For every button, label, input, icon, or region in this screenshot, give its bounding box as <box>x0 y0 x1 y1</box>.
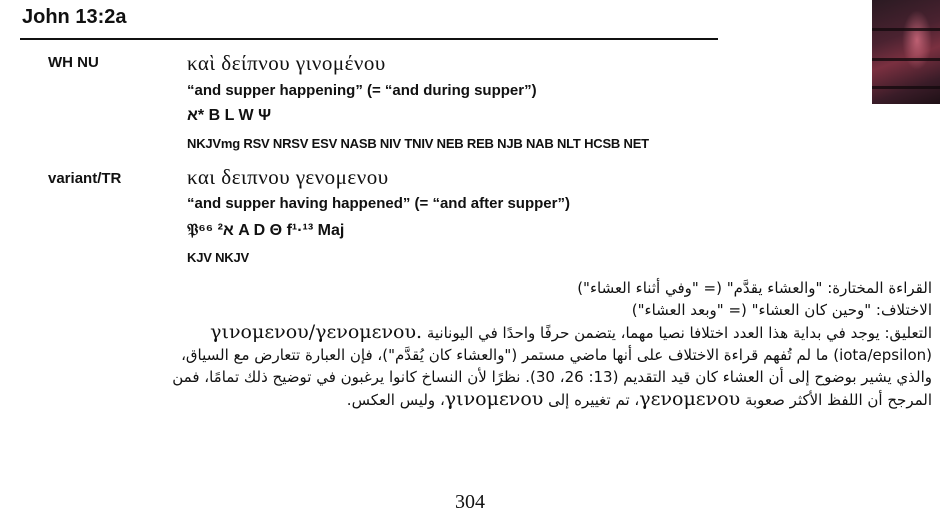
corner-photo <box>872 0 940 104</box>
comment-text-4b: ، تم تغييره إلى <box>548 391 640 409</box>
comment-line-1 <box>20 321 932 344</box>
photo-light <box>902 10 932 70</box>
versions-variant-tr: KJV NKJV <box>187 250 249 265</box>
reading-label-wh-nu: WH NU <box>48 54 99 71</box>
comment-line-4 <box>20 388 932 411</box>
greek-inline-ginomenou: γινομενου <box>444 388 544 410</box>
comment-line-2: (iota/epsilon) ما لم تُفهم قراءة الاختلاف على أنها ماضي مستمر ("والعشاء كان يُقدَّم")، فإن العبارة تتعارض مع السياق، <box>181 346 932 364</box>
greek-text-wh-nu: καὶ δείπνου γινομένου <box>187 51 386 75</box>
preferred-reading-line: القراءة المختارة: "والعشاء يقدَّم" (= "وفي أثناء العشاء") <box>577 279 932 297</box>
comment-text-4c: ، وليس العكس. <box>346 391 445 409</box>
manuscripts-variant-tr: 𝔓⁶⁶ א² A D Θ f¹·¹³ Maj <box>187 222 345 239</box>
photo-shelf <box>872 86 940 89</box>
arabic-commentary <box>20 277 932 411</box>
verse-reference: John 13:2a <box>22 6 127 28</box>
photo-shelf <box>872 58 940 61</box>
comment-line-3: والذي يشير بوضوح إلى أن العشاء كان قيد التقديم (13: 26، 30). نظرًا لأن النساخ كانوا يرغبون في توضيح ذلك تمامًا، فمن <box>172 368 932 386</box>
greek-inline-genomenou: γενομενου <box>639 388 741 410</box>
gloss-wh-nu: “and supper happening” (= “and during supper”) <box>187 82 537 99</box>
page-number: 304 <box>455 491 485 513</box>
comment-text-4a: المرجح أن اللفظ الأكثر صعوبة <box>744 391 932 409</box>
reading-label-variant-tr: variant/TR <box>48 170 122 187</box>
greek-text-variant-tr: και δειπνου γενομενου <box>187 165 389 189</box>
variant-reading-line: الاختلاف: "وحين كان العشاء" (= "وبعد العشاء") <box>631 301 932 319</box>
photo-shelf <box>872 28 940 31</box>
page-header <box>20 4 720 34</box>
header-rule <box>20 38 718 40</box>
versions-wh-nu: NKJVmg RSV NRSV ESV NASB NIV TNIV NEB REB NJB NAB NLT HCSB NET <box>187 136 649 151</box>
manuscripts-wh-nu: א* B L W Ψ <box>187 107 272 124</box>
gloss-variant-tr: “and supper having happened” (= “and after supper”) <box>187 195 570 212</box>
comment-text-1: التعليق: يوجد في بداية هذا العدد اختلافا نصيا مهما، يتضمن حرفًا واحدًا في اليونانية <box>426 324 932 342</box>
greek-inline-pair: γινομενου/γενομενου. <box>210 321 423 343</box>
